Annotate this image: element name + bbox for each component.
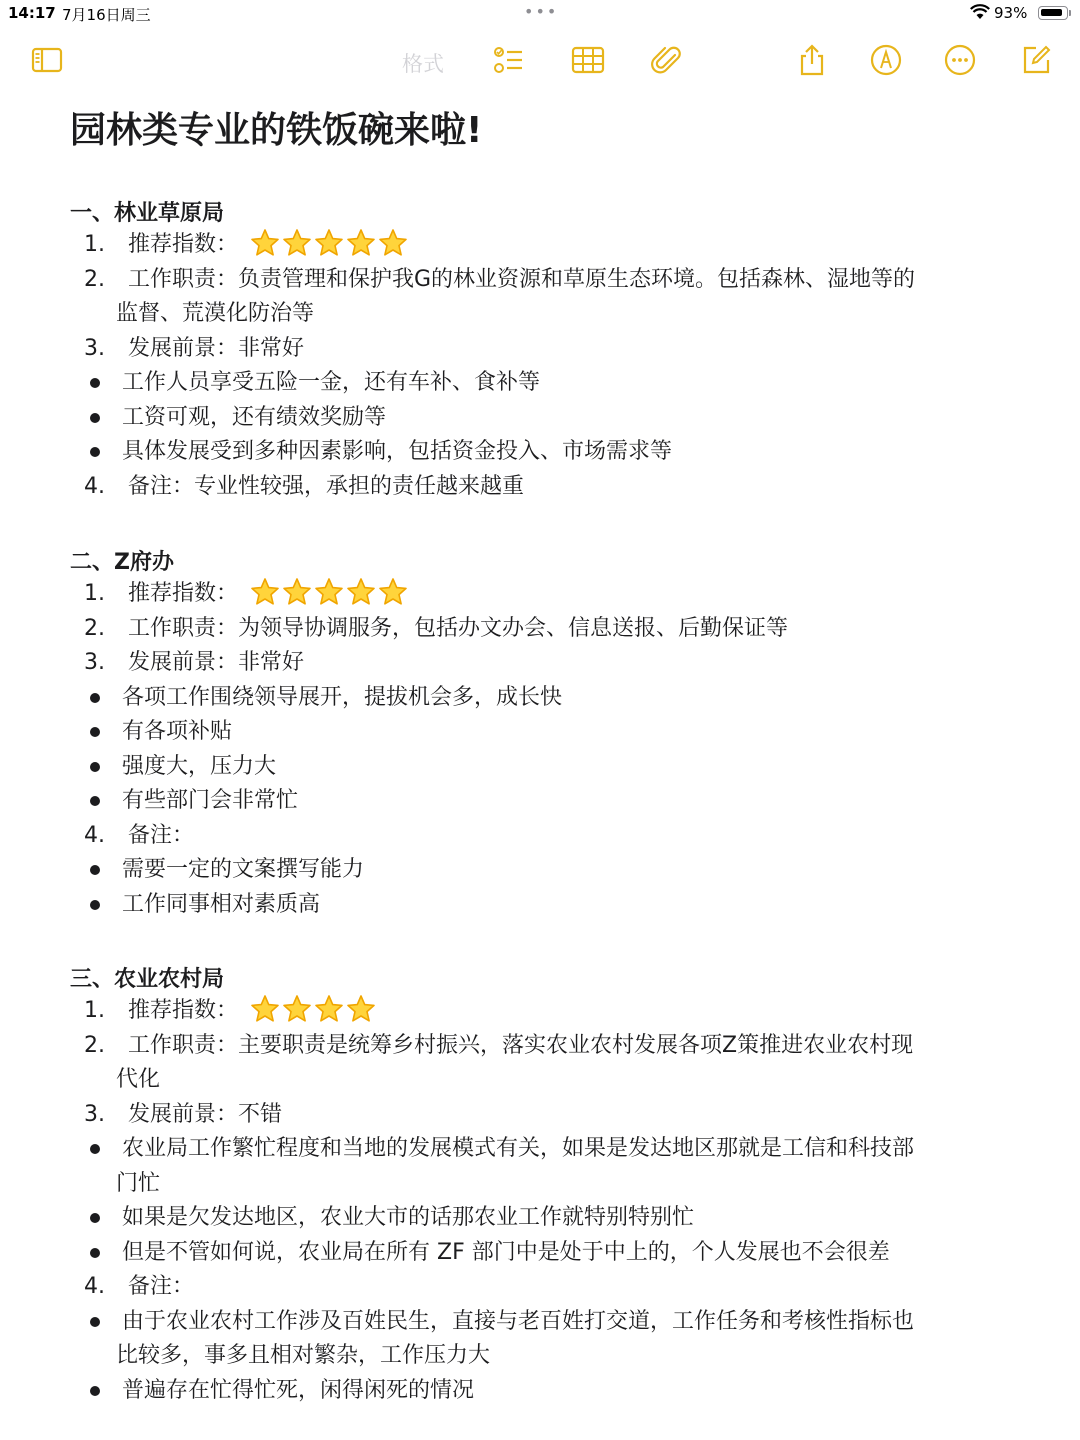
star-icon [378, 577, 408, 607]
note-title: 园林类专业的铁饭碗来啦! [70, 110, 483, 151]
list-item [0, 297, 1080, 331]
bullet-marker [90, 796, 100, 806]
checklist-icon [491, 43, 525, 77]
list-item [0, 228, 1080, 262]
section-heading: 三、农业农村局 [70, 967, 225, 992]
star-icon [378, 228, 408, 258]
section-heading: 二、Z府办 [70, 550, 174, 575]
list-item-text: 备注： [128, 822, 195, 848]
table-button[interactable] [566, 38, 610, 82]
list-item-text: 普遍存在忙得忙死，闲得闲死的情况 [122, 1377, 475, 1403]
list-item [0, 750, 1080, 784]
share-icon [795, 43, 829, 77]
list-item-text: 发展前景：不错 [128, 1101, 283, 1127]
star-icon [250, 577, 280, 607]
list-item [0, 577, 1080, 611]
list-number: 3. [84, 650, 105, 675]
list-item-text: 农业局工作繁忙程度和当地的发展模式有关，如果是发达地区那就是工信和科技部 [122, 1136, 915, 1161]
bullet-marker [90, 1144, 100, 1154]
list-item-text: 门忙 [116, 1170, 161, 1196]
bullet-marker [90, 1317, 100, 1327]
list-item-text: 工资可观，还有绩效奖励等 [122, 404, 387, 430]
checklist-button[interactable] [486, 38, 530, 82]
star-icon [282, 577, 312, 607]
status-bar [0, 0, 1080, 28]
star-icon [282, 994, 312, 1024]
list-item-text: 发展前景：非常好 [128, 650, 305, 675]
list-item [0, 401, 1080, 435]
list-item [0, 819, 1080, 853]
star-icon [250, 994, 280, 1024]
list-item [0, 332, 1080, 366]
bullet-marker [90, 1213, 100, 1223]
rating-stars [250, 577, 408, 607]
bullet-marker [90, 900, 100, 910]
list-number: 1. [84, 581, 105, 606]
list-item [0, 888, 1080, 922]
star-icon [250, 228, 280, 258]
list-item [0, 366, 1080, 400]
list-item-text: 有各项补贴 [122, 719, 233, 744]
list-item [0, 1132, 1080, 1166]
bullet-marker [90, 378, 100, 388]
status-date: 7月16日周三 [62, 6, 151, 24]
list-item-text: 工作同事相对素质高 [122, 891, 321, 917]
list-item [0, 994, 1080, 1028]
list-item-text: 推荐指数： [128, 232, 239, 257]
list-number: 4. [84, 473, 105, 499]
list-item [0, 1339, 1080, 1373]
more-button[interactable] [938, 38, 982, 82]
list-item-text: 如果是欠发达地区，农业大市的话那农业工作就特别特别忙 [122, 1205, 695, 1230]
list-number: 2. [84, 266, 105, 292]
list-number: 4. [84, 822, 105, 848]
list-item-text: 但是不管如何说，农业局在所有 ZF 部门中是处于中上的，个人发展也不会很差 [122, 1239, 890, 1265]
list-item-text: 比较多，事多且相对繁杂，工作压力大 [116, 1343, 491, 1368]
notes-toolbar [0, 38, 1080, 86]
multitasking-dots[interactable]: ••• [524, 2, 559, 21]
star-icon [314, 228, 344, 258]
list-item [0, 1374, 1080, 1408]
list-item [0, 646, 1080, 680]
list-item [0, 1305, 1080, 1339]
list-number: 1. [84, 998, 105, 1023]
list-item-text: 推荐指数： [128, 581, 239, 606]
compose-button[interactable] [1014, 38, 1058, 82]
battery-percent: 93% [994, 4, 1028, 22]
list-item [0, 715, 1080, 749]
list-number: 3. [84, 1101, 105, 1127]
list-item-text: 监督、荒漠化防治等 [116, 301, 315, 326]
table-icon [571, 43, 605, 77]
list-item-text: 各项工作围绕领导展开，提拔机会多，成长快 [122, 684, 563, 710]
list-item [0, 784, 1080, 818]
list-item-text: 有些部门会非常忙 [122, 788, 299, 813]
list-item-text: 强度大，压力大 [122, 753, 277, 779]
bullet-marker [90, 693, 100, 703]
list-item [0, 1167, 1080, 1201]
more-icon [943, 43, 977, 77]
attachment-icon [649, 43, 683, 77]
list-item [0, 1029, 1080, 1063]
star-icon [346, 994, 376, 1024]
list-item-text: 工作职责：为领导协调服务，包括办文办会、信息送报、后勤保证等 [128, 615, 789, 641]
star-icon [346, 228, 376, 258]
bullet-marker [90, 865, 100, 875]
list-item [0, 1098, 1080, 1132]
markup-button[interactable] [864, 38, 908, 82]
list-item-text: 发展前景：非常好 [128, 335, 305, 361]
list-item-text: 工作职责：主要职责是统筹乡村振兴，落实农业农村发展各项Z策推进农业农村现 [128, 1032, 914, 1058]
sidebar-icon [30, 43, 64, 77]
wifi-icon [970, 4, 990, 20]
list-item [0, 435, 1080, 469]
rating-stars [250, 228, 408, 258]
rating-stars [250, 994, 376, 1024]
list-item-text: 具体发展受到多种因素影响，包括资金投入、市场需求等 [122, 439, 673, 464]
list-number: 1. [84, 232, 105, 257]
star-icon [314, 994, 344, 1024]
list-item-text: 工作职责：负责管理和保护我G的林业资源和草原生态环境。包括森林、湿地等的 [128, 266, 916, 292]
list-item-text: 由于农业农村工作涉及百姓民生，直接与老百姓打交道，工作任务和考核性指标也 [122, 1308, 915, 1334]
list-item [0, 681, 1080, 715]
bullet-marker [90, 762, 100, 772]
status-time: 14:17 [8, 4, 56, 22]
list-number: 2. [84, 615, 105, 641]
list-number: 2. [84, 1032, 105, 1058]
list-item [0, 263, 1080, 297]
bullet-marker [90, 447, 100, 457]
list-item [0, 1270, 1080, 1304]
format-button[interactable]: 格式 [402, 52, 444, 76]
list-item-text: 工作人员享受五险一金，还有车补、食补等 [122, 370, 541, 395]
list-number: 3. [84, 335, 105, 361]
battery-icon [1038, 6, 1068, 20]
attachment-button[interactable] [644, 38, 688, 82]
star-icon [314, 577, 344, 607]
bullet-marker [90, 727, 100, 737]
bullet-marker [90, 1248, 100, 1258]
section-heading: 一、林业草原局 [70, 201, 225, 226]
list-item [0, 1063, 1080, 1097]
battery-tip [1069, 10, 1071, 16]
star-icon [346, 577, 376, 607]
list-item-text: 备注： [128, 1274, 195, 1299]
bullet-marker [90, 413, 100, 423]
list-item-text: 需要一定的文案撰写能力 [122, 857, 365, 882]
list-item [0, 612, 1080, 646]
compose-icon [1019, 43, 1053, 77]
list-item-text: 备注：专业性较强，承担的责任越来越重 [128, 473, 525, 499]
list-item [0, 1236, 1080, 1270]
list-number: 4. [84, 1274, 105, 1299]
battery-level [1041, 9, 1062, 16]
list-item [0, 1201, 1080, 1235]
share-button[interactable] [790, 38, 834, 82]
list-item [0, 470, 1080, 504]
star-icon [282, 228, 312, 258]
list-item-text: 推荐指数： [128, 998, 239, 1023]
bullet-marker [90, 1386, 100, 1396]
sidebar-toggle-button[interactable] [25, 38, 69, 82]
markup-icon [869, 43, 903, 77]
list-item [0, 853, 1080, 887]
list-item-text: 代化 [116, 1067, 161, 1092]
